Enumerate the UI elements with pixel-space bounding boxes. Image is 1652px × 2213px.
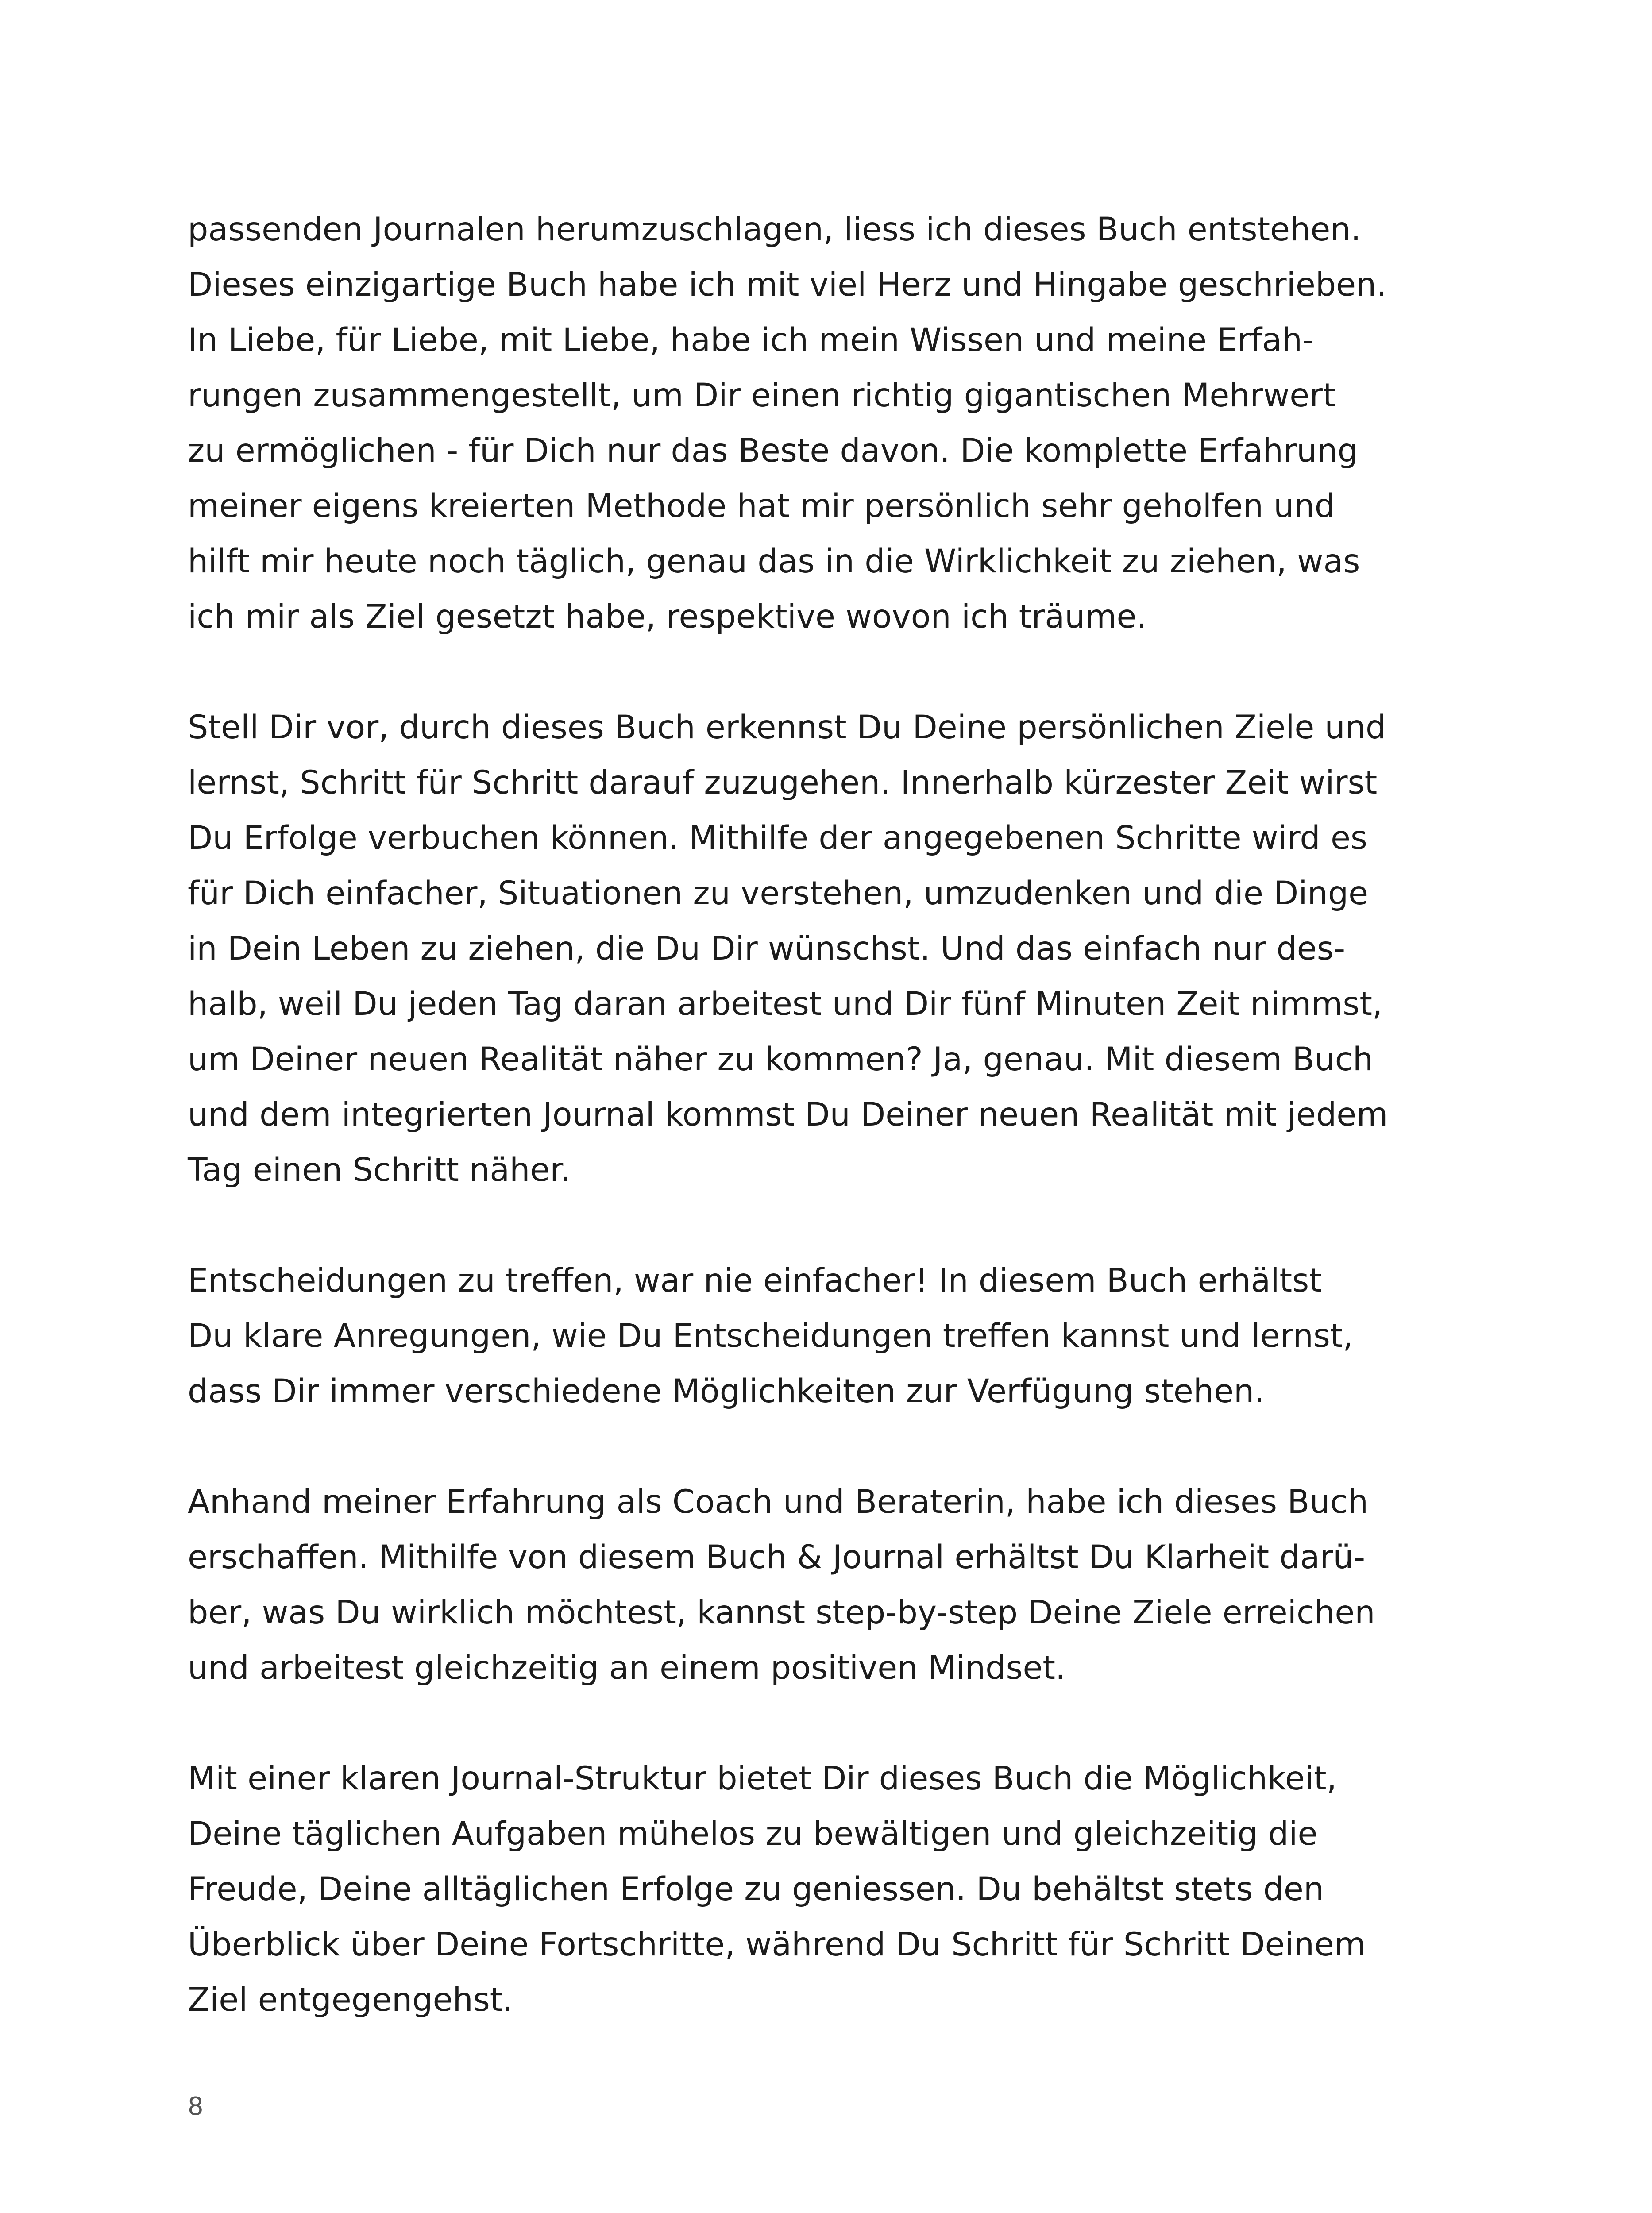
text-line: und dem integrierten Journal kommst Du Deiner neuen Realität mit jedem — [188, 1096, 1388, 1133]
text-line: Entscheidungen zu treffen, war nie einfacher! In diesem Buch erhältst — [188, 1262, 1322, 1299]
text-line: und arbeitest gleichzeitig an einem positiven Mindset. — [188, 1649, 1066, 1687]
text-line: erschaffen. Mithilfe von diesem Buch & Journal erhältst Du Klarheit darü- — [188, 1538, 1366, 1576]
text-line: Dieses einzigartige Buch habe ich mit viel Herz und Hingabe geschrieben. — [188, 266, 1387, 304]
paragraph — [188, 202, 1498, 644]
text-line: ber, was Du wirklich möchtest, kannst step-by-step Deine Ziele erreichen — [188, 1594, 1375, 1631]
page-number: 8 — [188, 2092, 204, 2121]
text-line: Stell Dir vor, durch dieses Buch erkennst Du Deine persönlichen Ziele und — [188, 709, 1386, 746]
text-line: um Deiner neuen Realität näher zu kommen? Ja, genau. Mit diesem Buch — [188, 1041, 1374, 1078]
text-line: Du klare Anregungen, wie Du Entscheidungen treffen kannst und lernst, — [188, 1317, 1353, 1355]
paragraph — [188, 1474, 1498, 1696]
text-line: Deine täglichen Aufgaben mühelos zu bewältigen und gleichzeitig die — [188, 1815, 1318, 1853]
paragraph — [188, 1253, 1498, 1419]
text-line: in Dein Leben zu ziehen, die Du Dir wünschst. Und das einfach nur des- — [188, 930, 1346, 968]
paragraph — [188, 700, 1498, 1198]
text-line: Ziel entgegengehst. — [188, 1981, 513, 2019]
paragraph — [188, 1751, 1498, 2028]
text-line: Mit einer klaren Journal-Struktur bietet Dir dieses Buch die Möglichkeit, — [188, 1760, 1337, 1797]
text-line: Tag einen Schritt näher. — [188, 1151, 571, 1189]
text-line: Du Erfolge verbuchen können. Mithilfe der angegebenen Schritte wird es — [188, 819, 1367, 857]
text-line: Überblick über Deine Fortschritte, während Du Schritt für Schritt Deinem — [188, 1926, 1366, 1963]
text-line: Anhand meiner Erfahrung als Coach und Beraterin, habe ich dieses Buch — [188, 1483, 1368, 1521]
text-line: rungen zusammengestellt, um Dir einen richtig gigantischen Mehrwert — [188, 377, 1335, 414]
text-line: In Liebe, für Liebe, mit Liebe, habe ich mein Wissen und meine Erfah- — [188, 321, 1314, 359]
body-text — [188, 202, 1498, 2083]
text-line: meiner eigens kreierten Methode hat mir persönlich sehr geholfen und — [188, 487, 1335, 525]
text-line: zu ermöglichen - für Dich nur das Beste davon. Die komplette Erfahrung — [188, 432, 1358, 470]
text-line: lernst, Schritt für Schritt darauf zuzugehen. Innerhalb kürzester Zeit wirst — [188, 764, 1378, 802]
text-line: Freude, Deine alltäglichen Erfolge zu geniessen. Du behältst stets den — [188, 1870, 1324, 1908]
text-line: für Dich einfacher, Situationen zu verstehen, umzudenken und die Dinge — [188, 875, 1369, 912]
text-line: halb, weil Du jeden Tag daran arbeitest und Dir fünf Minuten Zeit nimmst, — [188, 985, 1383, 1023]
text-line: dass Dir immer verschiedene Möglichkeiten zur Verfügung stehen. — [188, 1373, 1265, 1410]
text-line: ich mir als Ziel gesetzt habe, respektive wovon ich träume. — [188, 598, 1147, 636]
text-line: passenden Journalen herumzuschlagen, liess ich dieses Buch entstehen. — [188, 211, 1361, 248]
text-line: hilft mir heute noch täglich, genau das in die Wirklichkeit zu ziehen, was — [188, 543, 1360, 580]
